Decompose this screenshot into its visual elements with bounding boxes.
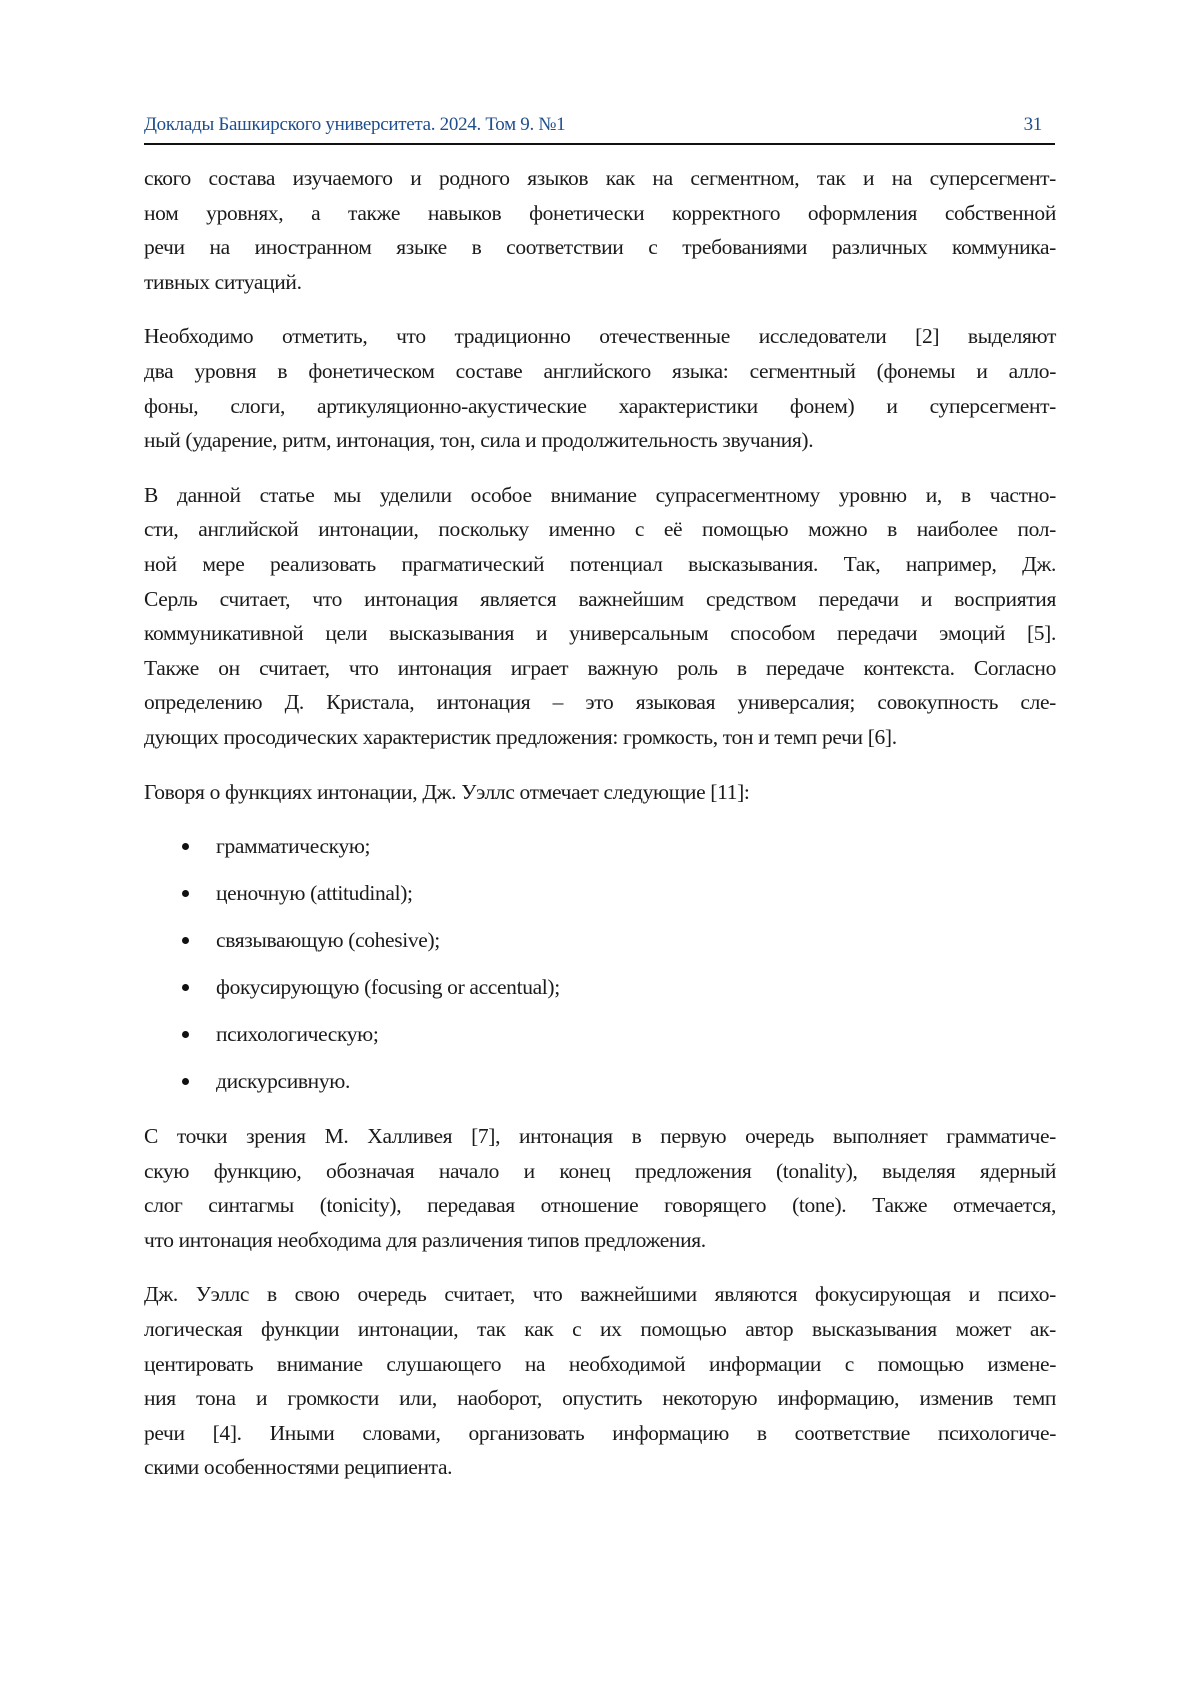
- text-line: Серль считает, что интонация является важнейшим средством передачи и восприятия: [144, 582, 1056, 617]
- bullet-icon: [182, 1078, 189, 1085]
- text-line: центировать внимание слушающего на необходимой информации с помощью измене-: [144, 1347, 1056, 1382]
- function-list: [144, 829, 1056, 1111]
- running-header: [144, 114, 1054, 142]
- paragraph: [144, 478, 1056, 755]
- list-item-text: связывающую (cohesive);: [216, 928, 440, 952]
- list-item-text: психологическую;: [216, 1022, 379, 1046]
- bullet-icon: [182, 890, 189, 897]
- text-line: речи [4]. Иными словами, организовать информацию в соответствие психологиче-: [144, 1416, 1056, 1451]
- paragraph: [144, 319, 1056, 457]
- text-line: С точки зрения М. Халливея [7], интонация в первую очередь выполняет грамматиче-: [144, 1119, 1056, 1154]
- text-line: ского состава изучаемого и родного языков как на сегментном, так и на суперсегмент-: [144, 161, 1056, 196]
- text-line: два уровня в фонетическом составе английского языка: сегментный (фонемы и алло-: [144, 354, 1056, 389]
- text-line: ной мере реализовать прагматический потенциал высказывания. Так, например, Дж.: [144, 547, 1056, 582]
- list-item-text: грамматическую;: [216, 834, 370, 858]
- text-line: логическая функции интонации, так как с их помощью автор высказывания может ак-: [144, 1312, 1056, 1347]
- text-line: Также он считает, что интонация играет важную роль в передаче контекста. Согласно: [144, 651, 1056, 686]
- list-item: [144, 1064, 1056, 1111]
- paragraph: [144, 1119, 1056, 1257]
- text-line: определению Д. Кристала, интонация – это языковая универсалия; совокупность сле-: [144, 685, 1056, 720]
- bullet-icon: [182, 1031, 189, 1038]
- list-item-text: фокусирующую (focusing or accentual);: [216, 975, 560, 999]
- list-item: [144, 876, 1056, 923]
- text-line: Необходимо отметить, что традиционно отечественные исследователи [2] выделяют: [144, 319, 1056, 354]
- text-line: ния тона и громкости или, наоборот, опустить некоторую информацию, изменив темп: [144, 1381, 1056, 1416]
- text-line: тивных ситуаций.: [144, 265, 1056, 300]
- bullet-icon: [182, 843, 189, 850]
- text-line: В данной статье мы уделили особое внимание супрасегментному уровню и, в частно-: [144, 478, 1056, 513]
- text-line: слог синтагмы (tonicity), передавая отношение говорящего (tone). Также отмечается,: [144, 1188, 1056, 1223]
- text-line: что интонация необходима для различения типов предложения.: [144, 1223, 1056, 1258]
- text-line: Говоря о функциях интонации, Дж. Уэллс отмечает следующие [11]:: [144, 775, 1056, 810]
- page-body: [144, 161, 1056, 1505]
- list-item: [144, 970, 1056, 1017]
- paragraph: [144, 775, 1056, 810]
- list-item: [144, 829, 1056, 876]
- list-item-text: дискурсивную.: [216, 1069, 350, 1093]
- list-item: [144, 923, 1056, 970]
- paragraph: [144, 161, 1056, 299]
- page-number: 31: [1024, 114, 1042, 136]
- text-line: ном уровнях, а также навыков фонетически корректного оформления собственной: [144, 196, 1056, 231]
- list-item-text: ценочную (attitudinal);: [216, 881, 413, 905]
- paragraph: [144, 1277, 1056, 1485]
- text-line: скую функцию, обозначая начало и конец предложения (tonality), выделяя ядерный: [144, 1154, 1056, 1189]
- bullet-icon: [182, 984, 189, 991]
- bullet-icon: [182, 937, 189, 944]
- text-line: дующих просодических характеристик предложения: громкость, тон и темп речи [6].: [144, 720, 1056, 755]
- list-item: [144, 1017, 1056, 1064]
- text-line: коммуникативной цели высказывания и универсальным способом передачи эмоций [5].: [144, 616, 1056, 651]
- text-line: Дж. Уэллс в свою очередь считает, что важнейшими являются фокусирующая и психо-: [144, 1277, 1056, 1312]
- text-line: речи на иностранном языке в соответствии с требованиями различных коммуника-: [144, 230, 1056, 265]
- text-line: скими особенностями реципиента.: [144, 1450, 1056, 1485]
- journal-title: Доклады Башкирского университета. 2024. Том 9. №1: [144, 114, 565, 135]
- text-line: сти, английской интонации, поскольку именно с её помощью можно в наиболее пол-: [144, 512, 1056, 547]
- text-line: фоны, слоги, артикуляционно-акустические характеристики фонем) и суперсегмент-: [144, 389, 1056, 424]
- header-rule: [144, 143, 1055, 145]
- text-line: ный (ударение, ритм, интонация, тон, сила и продолжительность звучания).: [144, 423, 1056, 458]
